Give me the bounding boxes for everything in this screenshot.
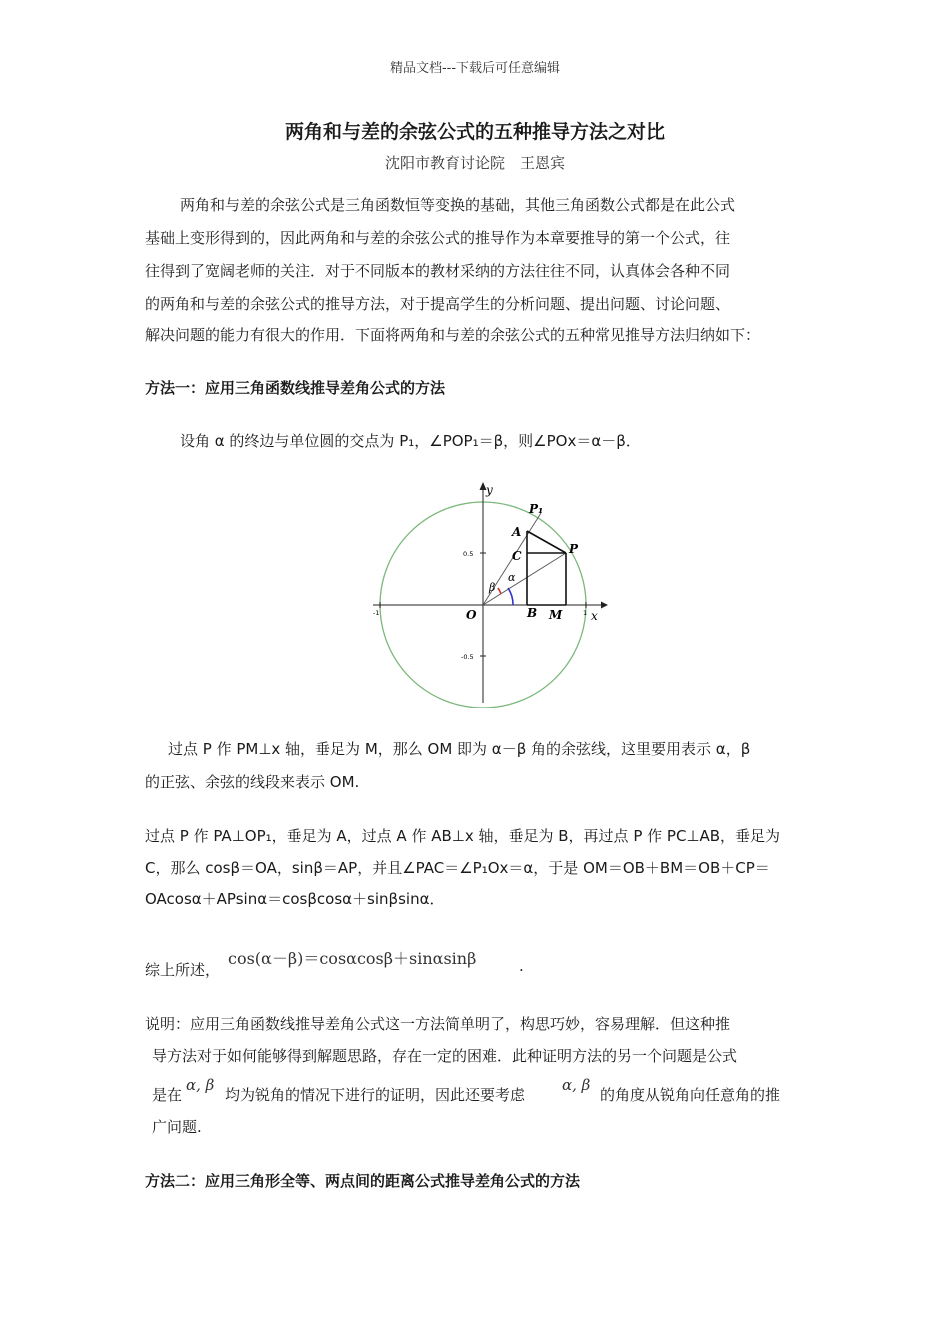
note-line: 的角度从锐角向任意角的推 [600, 1086, 781, 1104]
summary-prefix: 综上所述， [145, 961, 221, 979]
page-header: 精品文档---下载后可任意编辑 [389, 61, 561, 76]
note-line: 导方法对于如何能够得到解题思路，存在一定的困难．此种证明方法的另一个问题是公式 [152, 1047, 738, 1065]
label-a: A [512, 525, 522, 539]
label-p1: P₁ [529, 502, 544, 516]
summary-suffix: . [519, 957, 524, 975]
label-c: C [512, 549, 522, 563]
intro-line: 解决问题的能力有很大的作用．下面将两角和与差的余弦公式的五种常见推导方法归纳如下： [145, 326, 761, 344]
alpha-arc [508, 588, 513, 605]
intro-line: 往得到了宽阔老师的关注．对于不同版本的教材采纳的方法往往不同，认真体会各种不同 [145, 262, 731, 280]
intro-line: 基础上变形得到的，因此两角和与差的余弦公式的推导作为本章要推导的第一个公式，往 [145, 229, 731, 247]
method1-para1-line: 过点 P 作 PM⊥x 轴，垂足为 M，那么 OM 即为 α－β 角的余弦线，这里要用表示 α，β [168, 740, 751, 758]
label-x: x [591, 609, 598, 623]
label-beta: β [489, 581, 496, 594]
note-line: 说明：应用三角函数线推导差角公式这一方法简单明了，构思巧妙，容易理解．但这种推 [145, 1015, 731, 1033]
segment-op [483, 553, 566, 605]
alpha-beta-symbol: α, β [186, 1076, 215, 1094]
method1-para2-line: OAcosα＋APsinα＝cosβcosα＋sinβsinα． [145, 890, 445, 908]
method1-setup: 设角 α 的终边与单位圆的交点为 P₁，∠POP₁＝β，则∠POx＝α－β． [180, 432, 641, 450]
note-line: 是在 [152, 1086, 183, 1104]
label-b: B [527, 606, 538, 620]
note-line: 均为锐角的情况下进行的证明，因此还要考虑 [225, 1086, 526, 1104]
beta-arc [498, 588, 501, 594]
document-title: 两角和与差的余弦公式的五种推导方法之对比 [284, 121, 665, 143]
segment-pa [527, 531, 566, 553]
method1-para1-line: 的正弦、余弦的线段来表示 OM. [145, 773, 360, 791]
x-axis-arrow-icon [601, 602, 608, 609]
intro-line: 的两角和与差的余弦公式的推导方法，对于提高学生的分析问题、提出问题、讨论问题、 [145, 295, 731, 313]
method1-para2-line: C，那么 cosβ＝OA，sinβ＝AP，并且∠PAC＝∠P₁Ox＝α，于是 OM＝OB＋BM＝OB＋CP＝ [145, 859, 770, 877]
alpha-beta-symbol: α, β [562, 1076, 591, 1094]
tick-label-x-neg: -1 [373, 609, 380, 617]
method2-heading: 方法二：应用三角形全等、两点间的距离公式推导差角公式的方法 [145, 1172, 581, 1190]
label-p: P [569, 542, 579, 556]
tick-label-y-neg: -0.5 [461, 653, 474, 661]
unit-circle-figure [365, 478, 610, 708]
method1-heading: 方法一：应用三角函数线推导差角公式的方法 [145, 379, 446, 397]
difference-formula: cos(α－β)＝cosαcosβ＋sinαsinβ [228, 949, 477, 968]
note-line: 广问题. [152, 1118, 202, 1136]
label-o: O [466, 608, 477, 622]
label-alpha: α [508, 571, 516, 584]
label-y: y [486, 483, 493, 497]
label-m: M [549, 608, 563, 622]
tick-label-y-pos: 0.5 [463, 550, 474, 558]
method1-para2-line: 过点 P 作 PA⊥OP₁，垂足为 A，过点 A 作 AB⊥x 轴，垂足为 B，再过点 P 作 PC⊥AB，垂足为 [145, 827, 781, 845]
author-line: 沈阳市教育讨论院 王恩宾 [384, 154, 565, 172]
tick-label-x-pos: 1 [583, 609, 588, 617]
intro-line: 两角和与差的余弦公式是三角函数恒等变换的基础，其他三角函数公式都是在此公式 [180, 196, 736, 214]
